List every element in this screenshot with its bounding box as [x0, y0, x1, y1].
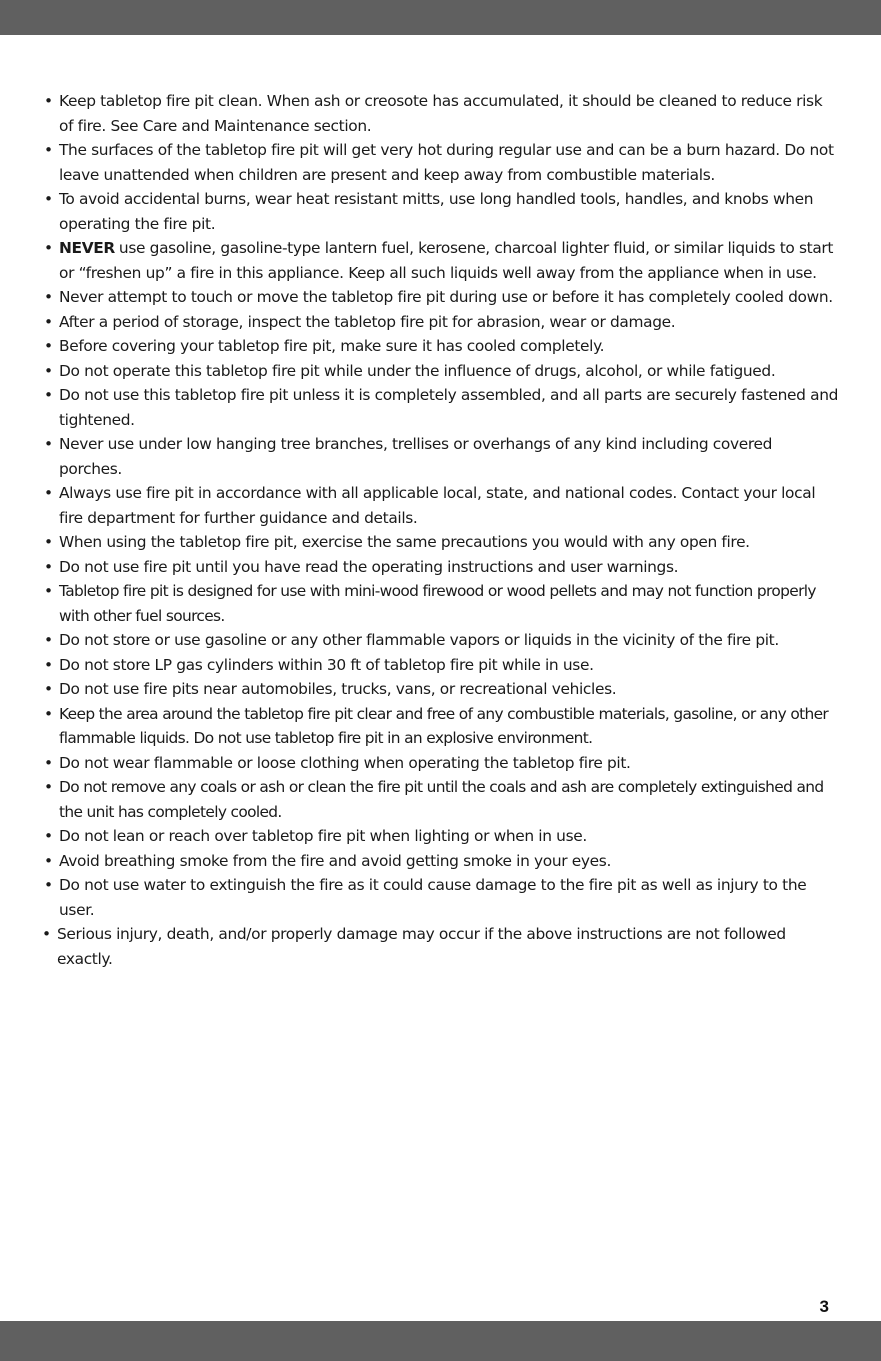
warning-item [44, 653, 839, 678]
warning-text: Serious injury, death, and/or properly damage may occur if the above instructions are not followed exactly. [57, 925, 786, 968]
warning-item [44, 138, 839, 187]
warning-text: Keep the area around the tabletop fire pit clear and free of any combustible materials, gasoline, or any other flammable liquids. Do not use tabletop fire pit in an explosive environment. [59, 704, 829, 747]
warning-text: Do not use fire pits near automobiles, trucks, vans, or recreational vehicles. [59, 680, 617, 698]
warning-text: Do not store or use gasoline or any other flammable vapors or liquids in the vicinity of the fire pit. [59, 631, 779, 649]
warning-text: When using the tabletop fire pit, exercise the same precautions you would with any open fire. [59, 533, 750, 551]
warning-item [44, 751, 839, 776]
warning-text: To avoid accidental burns, wear heat resistant mitts, use long handled tools, handles, and knobs when operating the fire pit. [59, 190, 814, 233]
warning-text: Always use fire pit in accordance with all applicable local, state, and national codes. Contact your local fire department for further guidance and details. [59, 484, 816, 527]
warning-item [44, 187, 839, 236]
warning-item [44, 359, 839, 384]
warning-text: Before covering your tabletop fire pit, make sure it has cooled completely. [59, 337, 605, 355]
warning-item [44, 334, 839, 359]
warning-text: Do not lean or reach over tabletop fire pit when lighting or when in use. [59, 827, 587, 845]
page-number: 3 [819, 1297, 829, 1316]
warning-text: Do not use this tabletop fire pit unless it is completely assembled, and all parts are securely fastened and tightened. [59, 386, 839, 429]
warning-item [44, 310, 839, 335]
warning-item [44, 555, 839, 580]
warning-item [44, 383, 839, 432]
warning-emphasis: NEVER [59, 239, 115, 257]
warning-text: Do not use water to extinguish the fire as it could cause damage to the fire pit as well as injury to the user. [59, 876, 807, 919]
warning-item [44, 432, 839, 481]
warning-text: Do not remove any coals or ash or clean the fire pit until the coals and ash are completely extinguished and the unit has completely cooled. [59, 778, 824, 821]
warning-text: Do not use fire pit until you have read the operating instructions and user warnings. [59, 557, 679, 576]
warning-item [44, 628, 839, 653]
warning-item [44, 849, 839, 874]
warning-item [44, 702, 839, 751]
warning-item [44, 677, 839, 702]
warning-item [44, 530, 839, 555]
warning-item [44, 579, 839, 628]
header-bar [0, 0, 881, 35]
warning-text: Keep tabletop fire pit clean. When ash or creosote has accumulated, it should be cleaned to reduce risk of fire. See Care and Maintenance section. [59, 92, 823, 135]
warning-item [44, 89, 839, 138]
warning-text: Never use under low hanging tree branches, trellises or overhangs of any kind including covered porches. [59, 435, 773, 478]
warning-item [44, 873, 839, 922]
warning-text: After a period of storage, inspect the tabletop fire pit for abrasion, wear or damage. [59, 312, 676, 331]
warning-text: The surfaces of the tabletop fire pit will get very hot during regular use and can be a burn hazard. Do not leave unattended when children are present and keep away from combustible materials. [59, 141, 834, 184]
warning-item [44, 285, 839, 310]
footer-bar [0, 1321, 881, 1361]
warnings-list [44, 89, 839, 971]
warning-text: Never attempt to touch or move the tabletop fire pit during use or before it has completely cooled down. [59, 288, 833, 306]
warning-text: Do not wear flammable or loose clothing when operating the tabletop fire pit. [59, 753, 631, 772]
warning-text: use gasoline, gasoline-type lantern fuel, kerosene, charcoal lighter fluid, or similar liquids to start or “freshen up” a fire in this appliance. Keep all such liquids well away from the appliance when in use. [59, 239, 834, 282]
safety-warnings [44, 89, 839, 971]
warning-text: Avoid breathing smoke from the fire and avoid getting smoke in your eyes. [59, 851, 612, 870]
warning-item [42, 922, 839, 971]
warning-item [44, 824, 839, 849]
warning-item [44, 481, 839, 530]
warning-text: Do not store LP gas cylinders within 30 ft of tabletop fire pit while in use. [59, 655, 594, 674]
warning-text: Tabletop fire pit is designed for use with mini-wood firewood or wood pellets and may not function properly with other fuel sources. [59, 582, 816, 625]
warning-item [44, 775, 839, 824]
warning-text: Do not operate this tabletop fire pit while under the influence of drugs, alcohol, or while fatigued. [59, 361, 776, 380]
warning-item [44, 236, 839, 285]
